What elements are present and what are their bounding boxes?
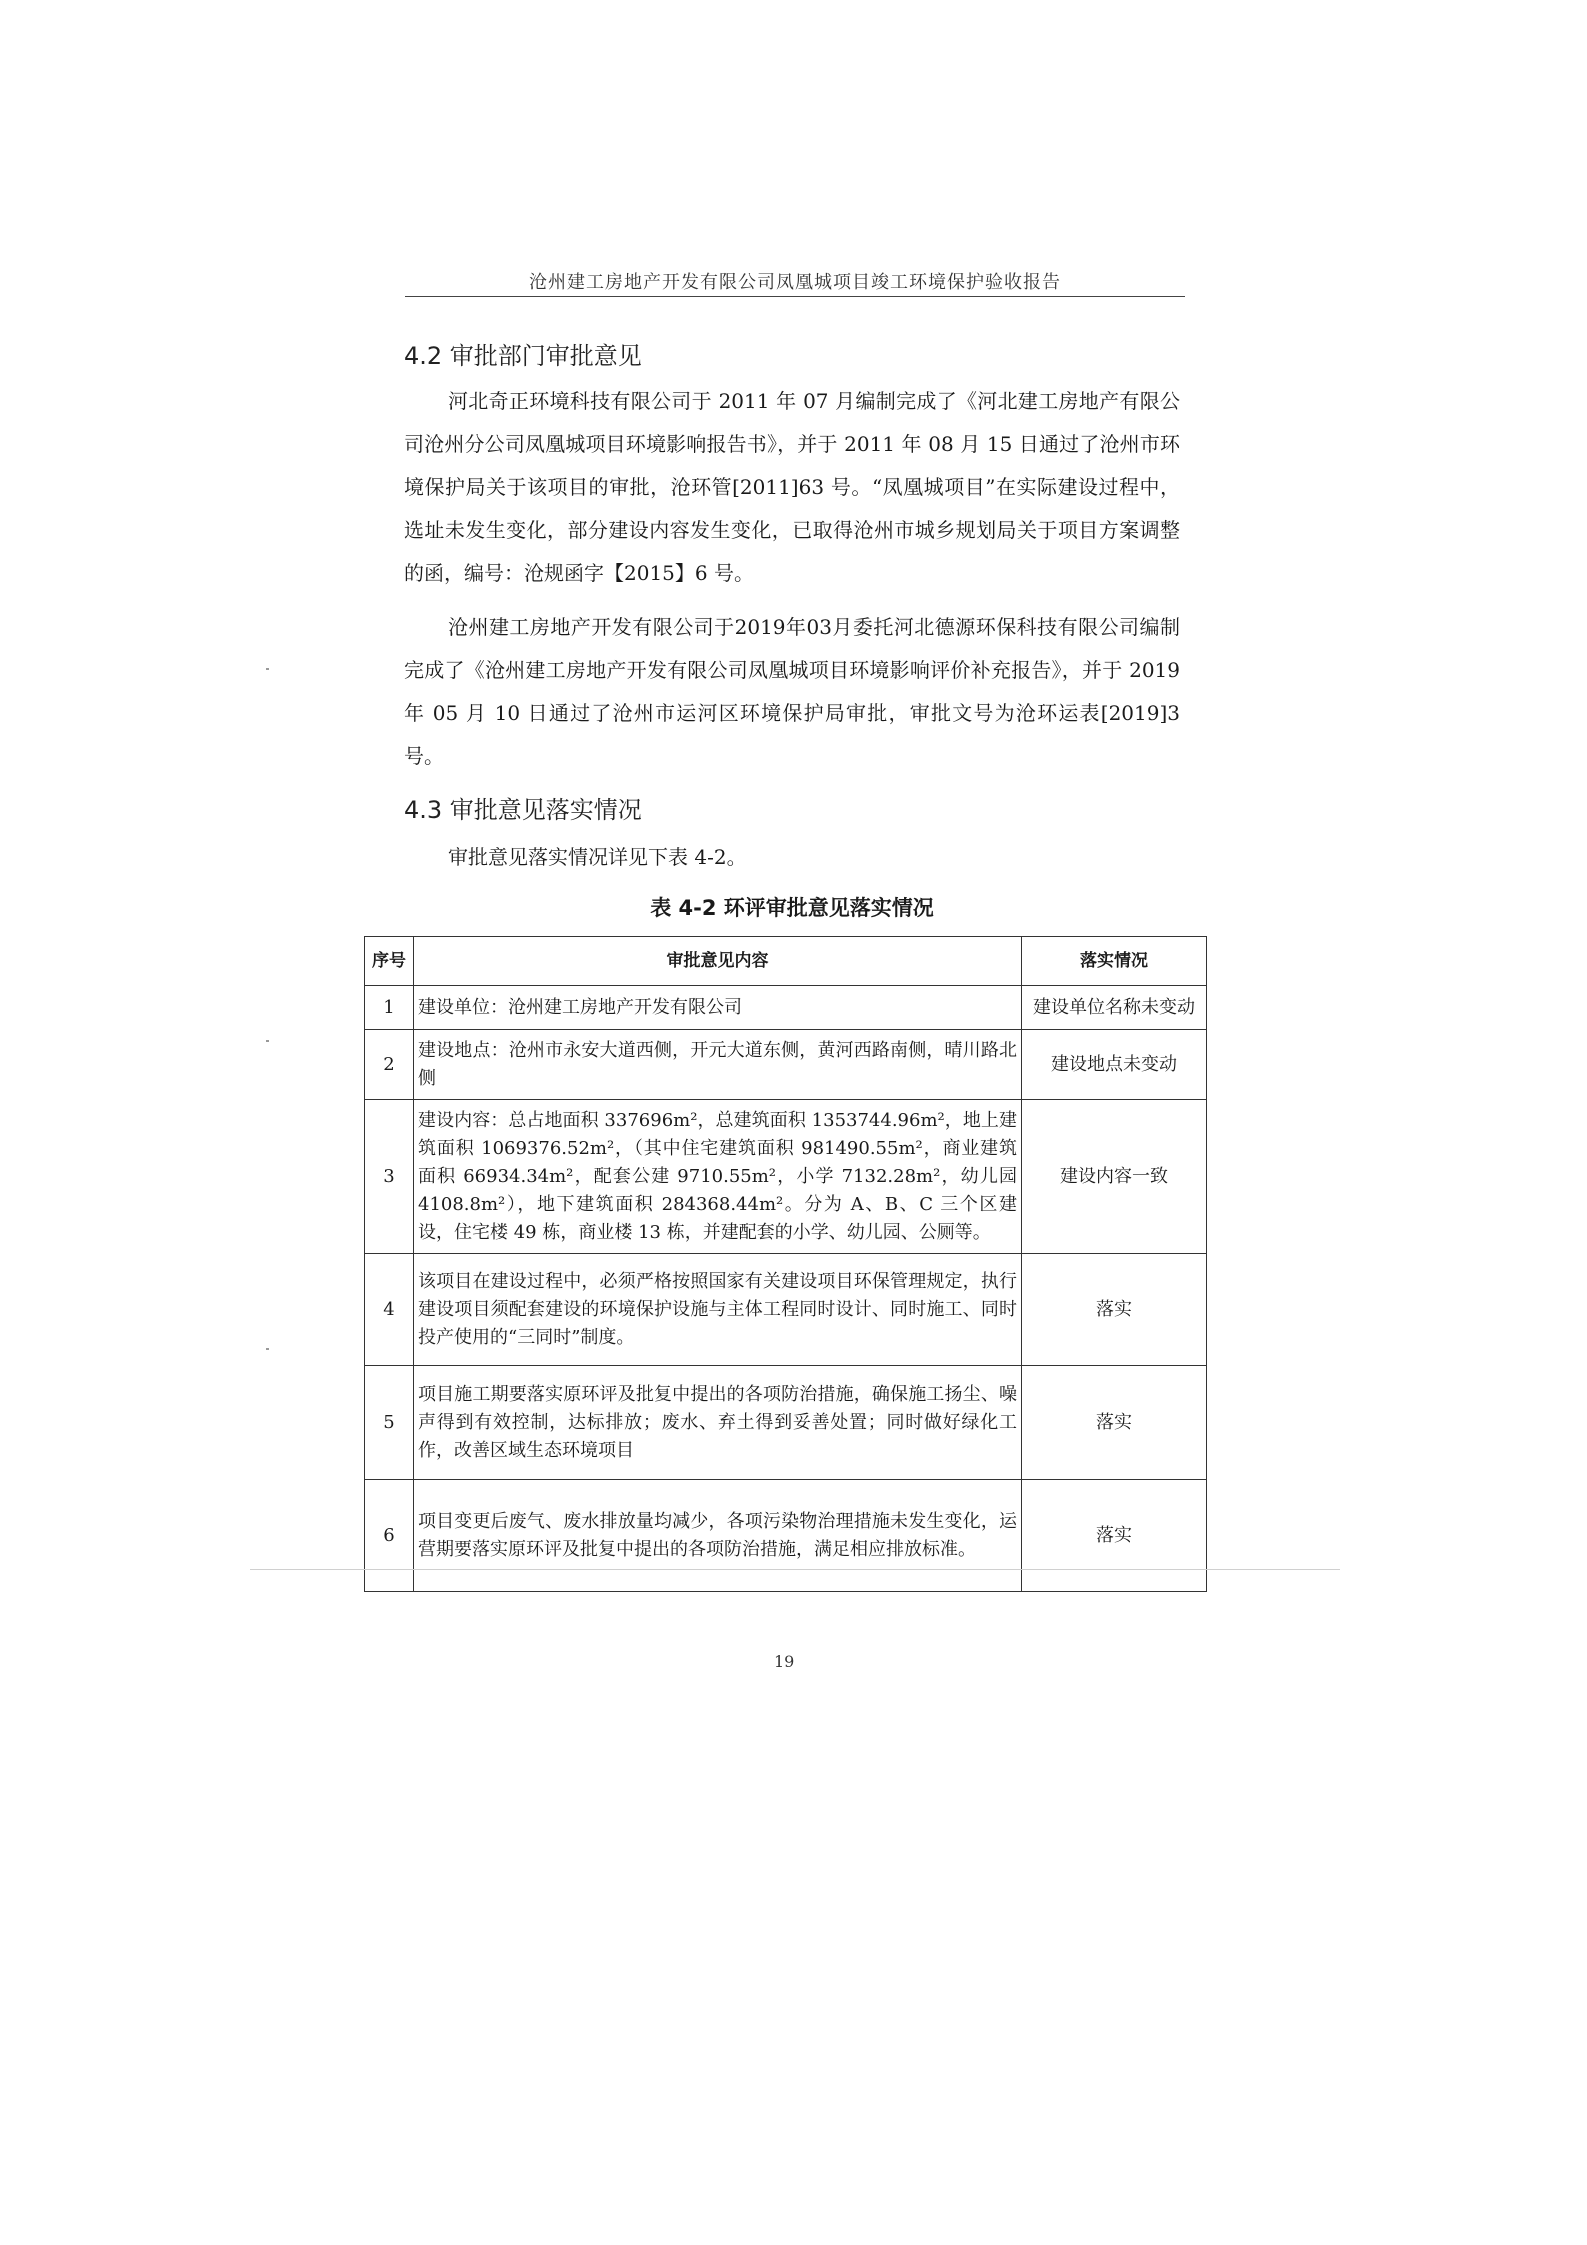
table-row xyxy=(365,986,1207,1030)
row-num: 1 xyxy=(365,986,414,1030)
row-status: 建设地点未变动 xyxy=(1022,1030,1207,1100)
paragraph-approval-2019: 沧州建工房地产开发有限公司于2019年03月委托河北德源环保科技有限公司编制完成了《沧州建工房地产开发有限公司凤凰城项目环境影响评价补充报告》，并于 2019 年 05 月 10 日通过了沧州市运河区环境保护局审批，审批文号为沧环运表[2019]3 号。 xyxy=(404,615,1180,768)
table-row xyxy=(365,1254,1207,1366)
table-row xyxy=(365,1100,1207,1254)
row-status: 建设单位名称未变动 xyxy=(1022,986,1207,1030)
row-status: 落实 xyxy=(1022,1254,1207,1366)
section-heading-4-3: 4.3 审批意见落实情况 xyxy=(404,796,642,824)
table-row xyxy=(365,1480,1207,1592)
row-content: 建设地点：沧州市永安大道西侧，开元大道东侧，黄河西路南侧，晴川路北侧 xyxy=(414,1030,1022,1100)
table-row xyxy=(365,1366,1207,1480)
scan-dot xyxy=(266,1348,269,1350)
row-content: 项目变更后废气、废水排放量均减少，各项污染物治理措施未发生变化，运营期要落实原环评及批复中提出的各项防治措施，满足相应排放标准。 xyxy=(414,1480,1022,1592)
row-status: 落实 xyxy=(1022,1366,1207,1480)
row-num: 5 xyxy=(365,1366,414,1480)
row-status: 落实 xyxy=(1022,1480,1207,1592)
header-rule xyxy=(405,296,1185,297)
paragraph-approval-2011: 河北奇正环境科技有限公司于 2011 年 07 月编制完成了《河北建工房地产有限公司沧州分公司凤凰城项目环境影响报告书》，并于 2011 年 08 月 15 日通过了沧州市环境保护局关于该项目的审批，沧环管[2011]63 号。“凤凰城项目”在实际建设过程中，选址未发生变化，部分建设内容发生变化，已取得沧州市城乡规划局关于项目方案调整的函，编号：沧规函字【2015】6 号。 xyxy=(404,389,1180,585)
row-content: 该项目在建设过程中，必须严格按照国家有关建设项目环保管理规定，执行建设项目须配套建设的环境保护设施与主体工程同时设计、同时施工、同时投产使用的“三同时”制度。 xyxy=(414,1254,1022,1366)
row-content: 项目施工期要落实原环评及批复中提出的各项防治措施，确保施工扬尘、噪声得到有效控制，达标排放；废水、弃土得到妥善处置；同时做好绿化工作，改善区域生态环境项目 xyxy=(414,1366,1022,1480)
table-header-row xyxy=(365,937,1207,986)
paragraph-table-intro: 审批意见落实情况详见下表 4-2。 xyxy=(448,845,747,869)
row-content: 建设单位：沧州建工房地产开发有限公司 xyxy=(414,986,1022,1030)
row-num: 4 xyxy=(365,1254,414,1366)
scan-artifact-line xyxy=(250,1569,1340,1570)
scan-dot xyxy=(266,1040,269,1042)
scan-dot xyxy=(266,668,269,670)
header-status: 落实情况 xyxy=(1022,937,1207,986)
row-num: 2 xyxy=(365,1030,414,1100)
page-number: 19 xyxy=(774,1652,795,1671)
row-content: 建设内容：总占地面积 337696m²，总建筑面积 1353744.96m²，地上建筑面积 1069376.52m²，（其中住宅建筑面积 981490.55m²，商业建筑面积 66934.34m²，配套公建 9710.55m²，小学 7132.28m²，幼儿园 4108.8m²），地下建筑面积 284368.44m²。分为 A、B、C 三个区建设，住宅楼 49 栋，商业楼 13 栋，并建配套的小学、幼儿园、公厕等。 xyxy=(414,1100,1022,1254)
header-num: 序号 xyxy=(365,937,414,986)
approval-table xyxy=(364,936,1207,1592)
row-status: 建设内容一致 xyxy=(1022,1100,1207,1254)
row-num: 3 xyxy=(365,1100,414,1254)
row-num: 6 xyxy=(365,1480,414,1592)
section-heading-4-2: 4.2 审批部门审批意见 xyxy=(404,342,642,370)
table-title: 表 4-2 环评审批意见落实情况 xyxy=(650,896,934,920)
header-content: 审批意见内容 xyxy=(414,937,1022,986)
running-header: 沧州建工房地产开发有限公司凤凰城项目竣工环境保护验收报告 xyxy=(529,272,1061,293)
table-row xyxy=(365,1030,1207,1100)
